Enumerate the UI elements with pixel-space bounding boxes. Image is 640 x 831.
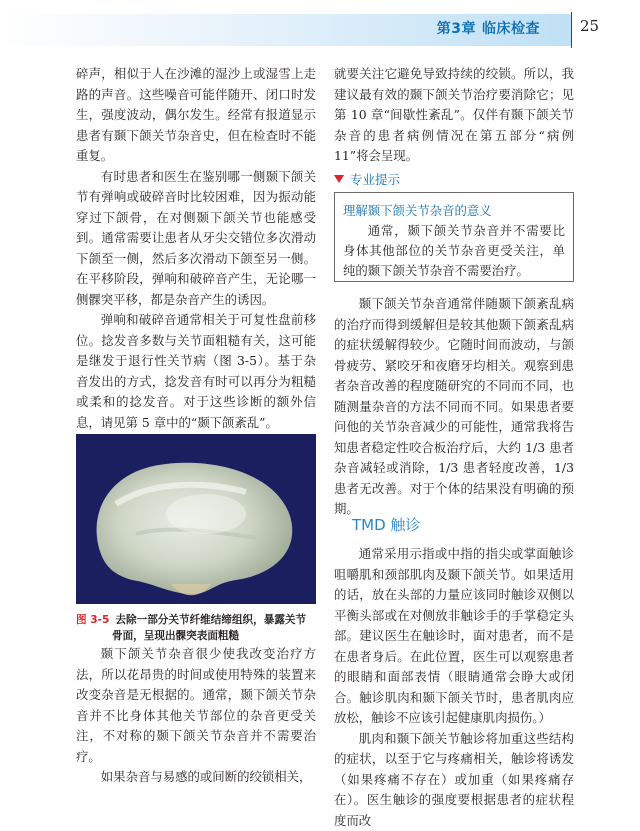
left-column-bottom	[76, 644, 316, 788]
caption-line-1: 去除一部分关节纤维结缔组织，暴露关节	[115, 614, 306, 626]
paragraph: 有时患者和医生在鉴别哪一侧颞下颌关节有弹响或破碎音时比较困难，因为振动能穿过下颌骨，在对侧颞下颌关节也能感受到。通常需要让患者从牙尖交错位多次滑动下颌至一侧，然后多次滑动下颌至另一侧。在平移阶段，弹响和破碎音产生，无论哪一侧髁突平移，都是杂音产生的诱因。	[76, 167, 316, 311]
paragraph: 肌肉和颞下颌关节触诊将加重这些结构的症状，以至于它与疼痛相关，触诊将诱发（如果疼痛不存在）或加重（如果疼痛存在）。医生触诊的强度要根据患者的症状程度而改	[334, 729, 574, 831]
pro-tip-box	[334, 192, 574, 282]
right-column-bottom	[334, 544, 574, 831]
running-header	[431, 18, 540, 38]
header-divider	[571, 12, 572, 48]
figure-label: 图 3-5	[76, 614, 109, 626]
right-column-top	[334, 64, 574, 167]
paragraph: 颞下颌关节杂音通常伴随颞下颌紊乱病的治疗而得到缓解但是较其他颞下颌紊乱病的症状缓解得较少。它随时间而波动，与颌骨疲劳、紧咬牙和夜磨牙均相关。观察到患者杂音改善的程度随研究的不同而不同，也随测量杂音的方法不同而不同。如果患者要问他的关节杂音减少的可能性，通常我将告知患者稳定性咬合板治疗后，大约 1/3 患者杂音减轻或消除，1/3 患者轻度改善，1/3 患者无改善。对于个体的结果没有明确的预期。	[334, 294, 574, 520]
condyle-photo	[76, 434, 316, 604]
pro-tip-body: 通常，颞下颌关节杂音并不需要比身体其他部位的关节杂音更受关注，单纯的颞下颌关节杂音不需要治疗。	[343, 221, 565, 281]
pro-tip-title: 理解颞下颌关节杂音的意义	[343, 201, 565, 219]
left-column	[76, 64, 316, 433]
paragraph: 弹响和破碎音通常相关于可复性盘前移位。捻发音多数与关节面粗糙有关，这可能是继发于退行性关节病（图 3-5）。基于杂音发出的方式，捻发音有时可以再分为粗糙或柔和的捻发音。对于这些诊断的额外信息，请见第 5 章中的“颞下颌紊乱”。	[76, 310, 316, 433]
paragraph: 颞下颌关节杂音很少使我改变治疗方法，所以花昂贵的时间或使用特殊的装置来改变杂音是无根据的。通常，颞下颌关节杂音并不比身体其他关节部位的杂音更受关注，不对称的颞下颌关节杂音并不需要治疗。	[76, 644, 316, 767]
figure-caption	[76, 612, 316, 644]
page-number: 25	[580, 17, 599, 35]
triangle-down-icon	[334, 175, 344, 183]
section-heading: TMD 触诊	[352, 514, 420, 535]
chapter-title: 临床检查	[482, 21, 540, 37]
caption-line-2: 骨面，呈现出髁突表面粗糙	[76, 628, 316, 644]
paragraph: 就要关注它避免导致持续的绞锁。所以，我建议最有效的颞下颌关节治疗要消除它；见第 10 章“间歇性紊乱”。仅伴有颞下颌关节杂音的患者病例情况在第五部分“病例 11”将会呈现。	[334, 64, 574, 167]
chapter-number: 第3章	[437, 21, 476, 37]
paragraph: 如果杂音与易感的或间断的绞锁相关，	[76, 767, 316, 788]
figure-photo	[76, 434, 316, 604]
paragraph: 碎声，相似于人在沙滩的湿沙上或湿雪上走路的声音。这些噪音可能伴随开、闭口时发生，强度波动，偶尔发生。经常有报道显示患者有颞下颌关节杂音史，但在检查时不能重复。	[76, 64, 316, 167]
pro-tip-heading	[334, 170, 400, 188]
pro-tip-label: 专业提示	[350, 170, 400, 188]
right-column-middle	[334, 294, 574, 520]
paragraph: 通常采用示指或中指的指尖或掌面触诊咀嚼肌和颈部肌肉及颞下颌关节。如果适用的话，放在头部的力量应该同时触诊双侧以平衡头部或在对侧放非触诊手的手掌稳定头部。建议医生在触诊时，面对患者，而不是在患者身后。在此位置，医生可以观察患者的眼睛和面部表情（眼睛通常会睁大或闭合。触诊肌肉和颞下颌关节时，患者肌肉应放松，触诊不应该引起健康肌肉损伤。）	[334, 544, 574, 729]
